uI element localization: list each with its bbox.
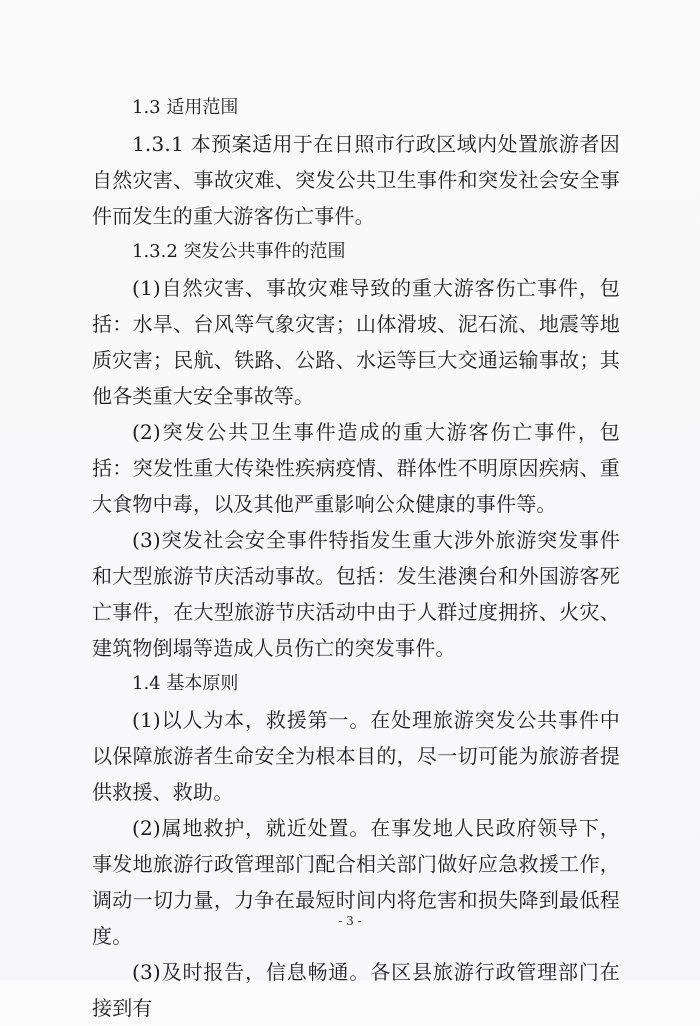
- paragraph-principle-1: (1)以人为本，救援第一。在处理旅游突发公共事件中以保障旅游者生命安全为根本目的，尽一切可能为旅游者提供救援、救助。: [92, 708, 620, 804]
- paragraph-1-3-1: 1.3.1 本预案适用于在日照市行政区域内处置旅游者因自然灾害、事故灾难、突发公共卫生事件和突发社会安全事件而发生的重大游客伤亡事件。: [92, 132, 620, 228]
- paragraph-scope-item-1: (1)自然灾害、事故灾难导致的重大游客伤亡事件，包括：水旱、台风等气象灾害；山体滑坡、泥石流、地震等地质灾害；民航、铁路、公路、水运等巨大交通运输事故；其他各类重大安全事故等。: [92, 276, 620, 408]
- page-number: - 3 -: [338, 914, 362, 928]
- paragraph-scope-item-3: (3)突发社会安全事件特指发生重大涉外旅游突发事件和大型旅游节庆活动事故。包括：发生港澳台和外国游客死亡事件，在大型旅游节庆活动中由于人群过度拥挤、火灾、建筑物倒塌等造成人员伤亡的突发事件。: [92, 528, 620, 660]
- document-body: [92, 90, 620, 1026]
- section-heading-1-3-2: 1.3.2 突发公共事件的范围: [132, 241, 346, 262]
- paragraph-principle-2: (2)属地救护，就近处置。在事发地人民政府领导下，事发地旅游行政管理部门配合相关部门做好应急救援工作，调动一切力量，力争在最短时间内将危害和损失降到最低程度。: [92, 816, 620, 948]
- paragraph-scope-item-2: (2)突发公共卫生事件造成的重大游客伤亡事件，包括：突发性重大传染性疾病疫情、群体性不明原因疾病、重大食物中毒，以及其他严重影响公众健康的事件等。: [92, 420, 620, 516]
- paragraph-principle-3: (3)及时报告，信息畅通。各区县旅游行政管理部门在接到有: [92, 960, 620, 1020]
- section-heading-1-3: 1.3 适用范围: [132, 97, 239, 118]
- section-heading-1-4: 1.4 基本原则: [132, 673, 239, 694]
